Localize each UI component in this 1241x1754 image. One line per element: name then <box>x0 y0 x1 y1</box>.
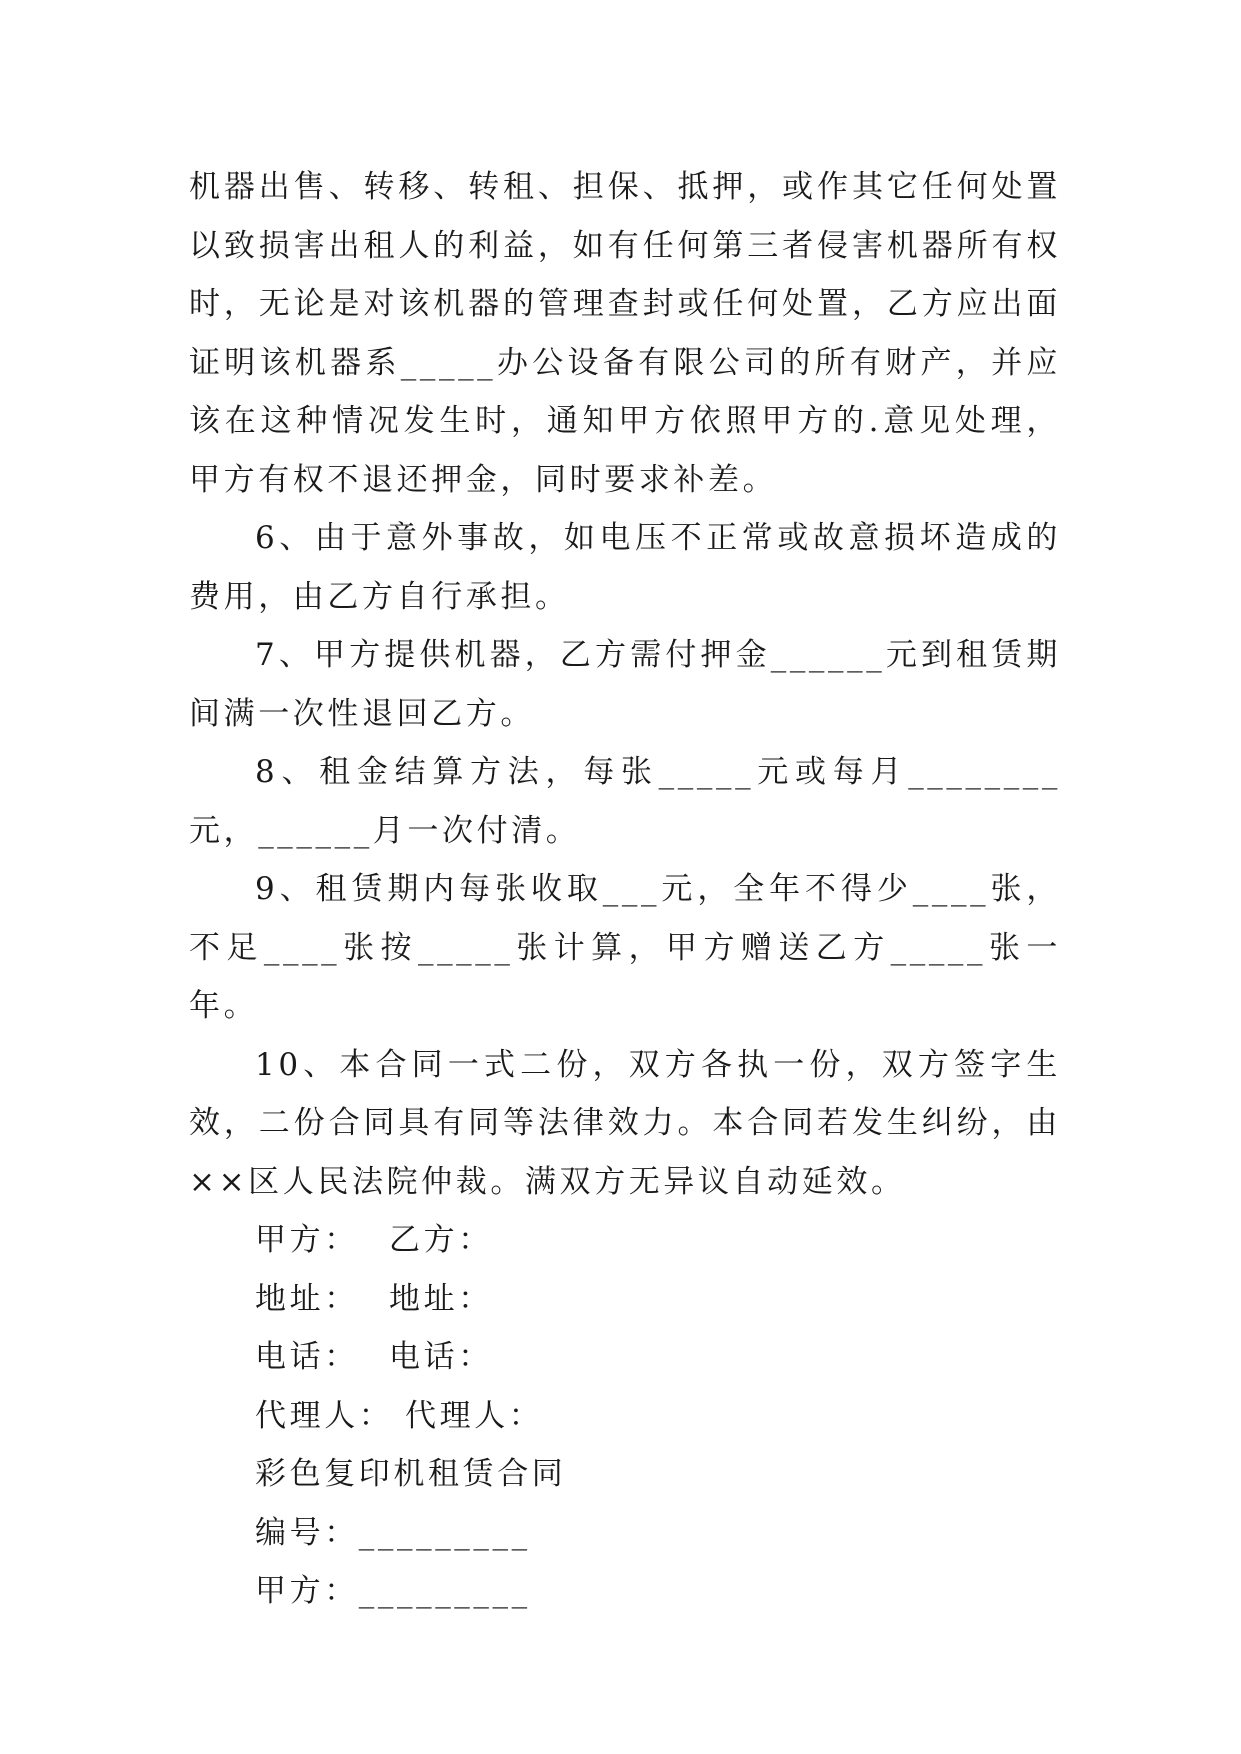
paragraph-clause-7: 7、甲方提供机器，乙方需付押金______元到租赁期间满一次性退回乙方。 <box>189 637 1061 732</box>
paragraph-clause-6: 6、由于意外事故，如电压不正常或故意损坏造成的费用，由乙方自行承担。 <box>189 520 1061 615</box>
next-contract-title: 彩色复印机租赁合同 <box>255 1456 567 1492</box>
signature-address-b-label: 地址： <box>389 1280 493 1317</box>
signature-party-a-label: 甲方： <box>255 1222 359 1258</box>
signature-party-b-label: 乙方： <box>389 1222 493 1258</box>
signature-phone-b-label: 电话： <box>389 1339 493 1375</box>
signature-row-party <box>189 1211 1061 1270</box>
signature-agent-a-label: 代理人： <box>255 1397 394 1434</box>
contract-number-line: 编号：_________ <box>255 1514 531 1551</box>
party-a-line: 甲方：_________ <box>255 1573 531 1609</box>
signature-row-phone <box>189 1328 1061 1387</box>
document-body <box>189 158 1061 1621</box>
signature-phone-a-label: 电话： <box>255 1339 359 1375</box>
signature-row-agent <box>189 1387 1061 1446</box>
signature-address-a-label: 地址： <box>255 1280 359 1317</box>
paragraph-clause-8: 8、租金结算方法，每张_____元或每月________元，______月一次付清。 <box>189 754 1061 849</box>
paragraph-clause-9: 9、租赁期内每张收取___元，全年不得少____张，不足____张按_____张计算，甲方赠送乙方_____张一年。 <box>189 871 1061 1024</box>
signature-row-address <box>189 1270 1061 1329</box>
paragraph-clause-10: 10、本合同一式二份，双方各执一份，双方签字生效，二份合同具有同等法律效力。本合同若发生纠纷，由××区人民法院仲裁。满双方无异议自动延效。 <box>189 1046 1061 1200</box>
paragraph-continuation: 机器出售、转移、转租、担保、抵押，或作其它任何处置以致损害出租人的利益，如有任何第三者侵害机器所有权时，无论是对该机器的管理查封或任何处置，乙方应出面证明该机器系_____办公设备有限公司的所有财产，并应该在这种情况发生时，通知甲方依照甲方的.意见处理，甲方有权不退还押金，同时要求补差。 <box>189 169 1061 498</box>
signature-agent-b-label: 代理人： <box>405 1397 544 1434</box>
